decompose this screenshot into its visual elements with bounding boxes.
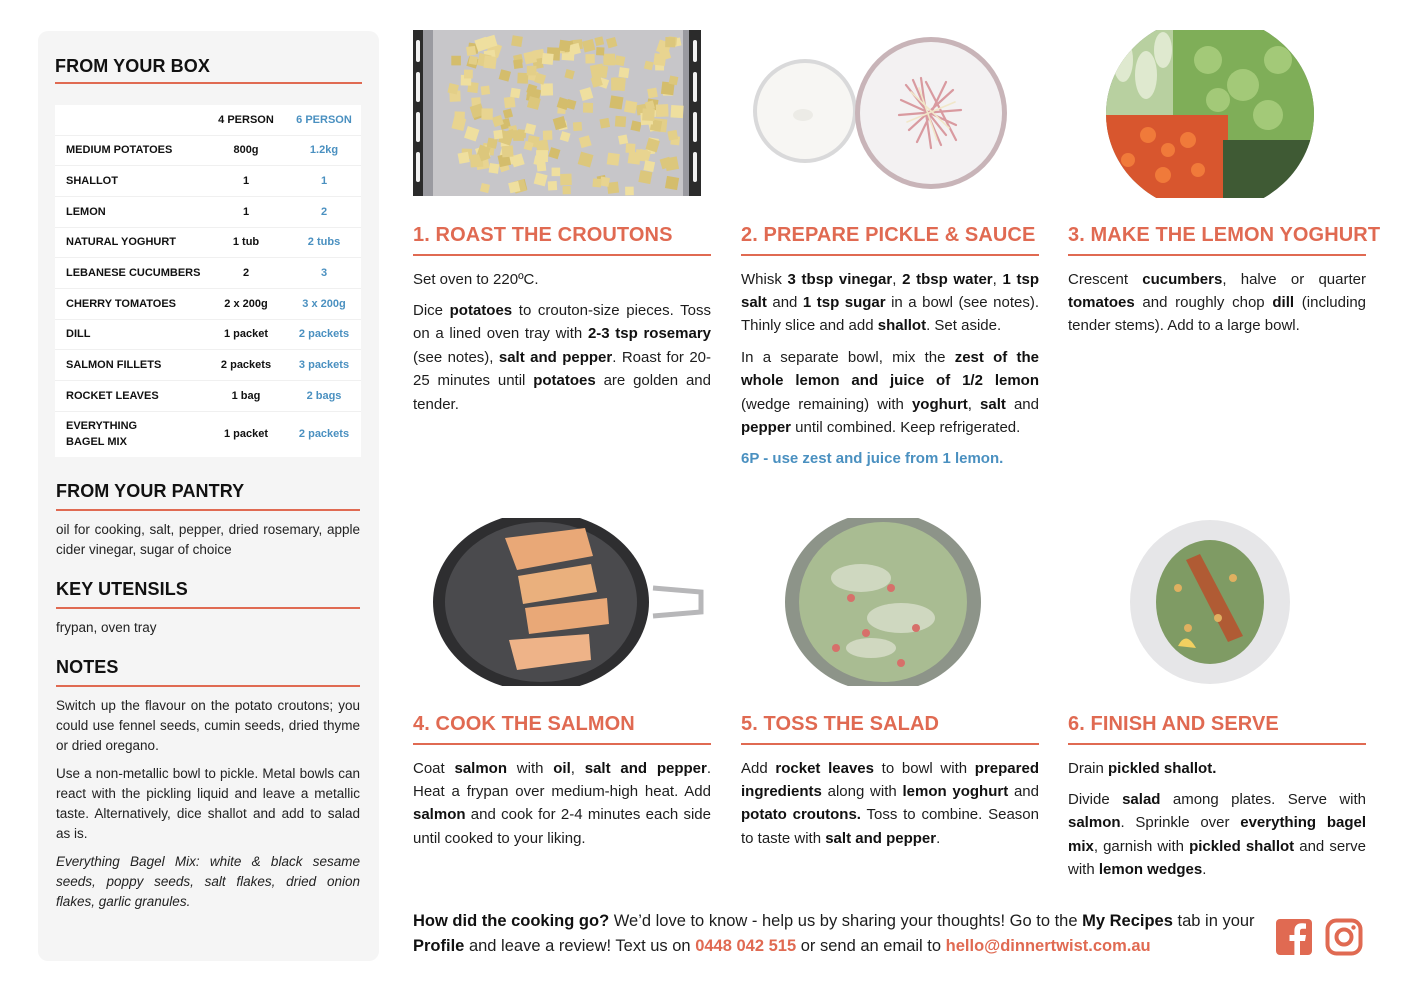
ingredient-emphasis: salmon (413, 806, 466, 824)
ingredient-name: DILL (55, 319, 205, 350)
step-text (1068, 268, 1366, 338)
note-paragraph: Switch up the flavour on the potato croutons; you could use fennel seeds, cumin seeds, dried thyme or dried oregano. (56, 697, 360, 753)
text-run: among plates. Serve with (1160, 790, 1366, 808)
instagram-icon[interactable] (1325, 918, 1363, 956)
text-run: until combined. Keep refrigerated. (791, 418, 1021, 436)
ingredient-emphasis: rocket leaves (775, 759, 874, 777)
text-run: Divide (1068, 790, 1123, 808)
profile-link[interactable]: Profile (413, 937, 465, 955)
step-text (413, 268, 711, 416)
utensils-text: frypan, oven tray (56, 619, 157, 635)
step-6-image (1068, 518, 1366, 686)
note-paragraph: Use a non-metallic bowl to pickle. Metal bowls can react with the pickling liquid and leave a metallic taste. Alternatively, dice shallot and add to salad as is. (56, 765, 360, 841)
step-paragraph (1068, 757, 1366, 780)
text-run: . Sprinkle over (1120, 814, 1241, 832)
six-person-note: 6P - use zest and juice from 1 lemon. (741, 450, 1004, 468)
pantry-text: oil for cooking, salt, pepper, dried rosemary, apple cider vinegar, sugar of choice (56, 521, 360, 557)
ingredient-name: MEDIUM POTATOES (55, 135, 205, 166)
text-run: and (1008, 782, 1039, 800)
potato-cube (625, 187, 634, 196)
ingredient-emphasis: pepper (741, 418, 792, 436)
potato-cube (647, 88, 658, 99)
text-run: In a separate bowl, mix the (741, 348, 955, 366)
potato-cube (517, 73, 528, 84)
text-run: . (1202, 861, 1207, 879)
table-row (55, 288, 361, 319)
divider (413, 743, 711, 745)
quantity-4-person: 2 packets (205, 350, 287, 381)
quantity-6-person: 3 x 200g (287, 288, 361, 319)
text-run: Drain (1068, 759, 1109, 777)
text-run: , (992, 270, 1003, 288)
text-run: . Heat a frypan over medium-high heat. Add (413, 759, 712, 800)
from-your-box-title: FROM YOUR BOX (55, 56, 210, 76)
ingredient-emphasis: 1 tsp salt (741, 270, 1039, 311)
potato-cube (559, 40, 571, 52)
potato-cube (653, 53, 666, 66)
ingredient-emphasis: shallot (877, 317, 927, 335)
quantity-6-person: 2 packets (298, 428, 350, 441)
step-paragraph (1068, 788, 1366, 882)
potato-cube (489, 163, 500, 174)
column-header-ingredient (55, 105, 205, 135)
ingredient-emphasis: salt and pepper (584, 759, 707, 777)
divider (56, 509, 360, 511)
potato-cube (669, 75, 679, 85)
quantity-4-person: 1 (205, 166, 287, 197)
text-run: to crouton-size pieces. Toss on a lined oven tray with (413, 301, 711, 343)
tossed-salad (799, 522, 967, 682)
potato-cube (665, 176, 679, 190)
potato-cube (664, 156, 679, 171)
quantity-6-person: 2 bags (287, 381, 361, 412)
ingredient-emphasis: salt (980, 395, 1006, 413)
quantity-4-person: 1 (205, 196, 287, 227)
utensils-section (56, 579, 360, 638)
ingredient-emphasis: salt and pepper (498, 348, 613, 366)
step-title: 3. MAKE THE LEMON YOGHURT (1068, 224, 1381, 246)
potato-cube (458, 152, 470, 164)
potato-cube (628, 151, 641, 164)
potato-cube (638, 170, 652, 184)
step-title: 5. TOSS THE SALAD (741, 713, 940, 735)
feedback-footer (413, 909, 1263, 959)
potato-cube (562, 186, 570, 194)
step-4-image (413, 518, 711, 686)
potato-cube (656, 104, 669, 117)
text-run: Add (741, 759, 776, 777)
potato-cube (548, 181, 557, 190)
ingredient-emphasis: lemon wedges (1098, 861, 1203, 879)
potato-cube (573, 122, 582, 131)
ingredient-name: SALMON FILLETS (55, 350, 205, 381)
potato-cube (502, 145, 514, 157)
potato-cube (614, 55, 625, 66)
ingredient-emphasis: tomatoes (1068, 293, 1135, 311)
ingredient-name: CHERRY TOMATOES (55, 288, 205, 319)
feedback-question: How did the cooking go? (413, 912, 610, 930)
ingredient-emphasis: pickled shallot (1189, 837, 1295, 855)
ingredient-name: EVERYTHING BAGEL MIX (66, 420, 138, 449)
potato-cube (511, 35, 523, 47)
potato-cube (541, 83, 553, 95)
potato-cube (642, 108, 655, 121)
potato-cube (611, 77, 624, 90)
notes-section (56, 657, 360, 912)
text-run: and serve with (1068, 837, 1366, 879)
potato-cube (483, 56, 496, 69)
footer-text: or send an email to (796, 937, 946, 955)
phone-link[interactable]: 0448 042 515 (695, 937, 797, 955)
step-1 (413, 224, 711, 416)
step-title: 1. ROAST THE CROUTONS (413, 224, 673, 246)
table-row (55, 381, 361, 412)
step-paragraph (413, 299, 711, 416)
potato-cube (615, 116, 626, 127)
text-run: (see notes), (413, 348, 499, 366)
ingredient-emphasis: salmon (1068, 814, 1121, 832)
ingredient-emphasis: salad (1122, 790, 1161, 808)
ingredient-emphasis: everything bagel mix (1068, 814, 1366, 855)
potato-cube (671, 105, 684, 118)
step-5 (741, 713, 1039, 850)
text-run: , (967, 395, 981, 413)
footer-text: We’d love to know - help us by sharing your thoughts! Go to the (609, 912, 1083, 930)
divider (55, 82, 362, 84)
pantry-section (56, 481, 360, 560)
potato-cube (607, 153, 620, 166)
ingredient-name: SHALLOT (55, 166, 205, 197)
potato-cube (481, 86, 491, 96)
text-run: and cook for 2-4 minutes each side until cooked to your liking. (413, 806, 711, 847)
quantity-4-person: 1 packet (205, 319, 287, 350)
table-row (55, 196, 361, 227)
note-paragraph: Everything Bagel Mix: white & black sesame seeds, poppy seeds, salt flakes, dried onion flakes, garlic granules. (56, 853, 360, 909)
ingredient-name: NATURAL YOGHURT (55, 227, 205, 258)
cherry-tomatoes (1098, 115, 1228, 198)
potato-cube (643, 160, 655, 172)
step-title: 6. FINISH AND SERVE (1068, 713, 1279, 735)
text-run: . Roast for 20-25 minutes until (413, 348, 712, 390)
step-paragraph (1068, 268, 1366, 338)
potato-cube (510, 88, 521, 99)
table-header-row (55, 105, 361, 135)
ingredient-emphasis: cucumbers (1142, 270, 1223, 288)
potato-cube (609, 95, 623, 109)
text-run: along with (821, 782, 903, 800)
footer-text: tab in your (1172, 912, 1255, 930)
quantity-6-person: 3 packets (287, 350, 361, 381)
potato-cube (599, 118, 610, 129)
potato-cube (552, 168, 561, 177)
step-text (741, 757, 1039, 851)
text-run: and roughly chop (1134, 293, 1273, 311)
column-header-4-person: 4 PERSON (205, 105, 287, 135)
potato-cube (513, 59, 523, 69)
text-run: and (766, 293, 803, 311)
text-run: are golden and tender. (413, 372, 711, 413)
step-5-image (741, 518, 1039, 686)
potato-cube (560, 174, 572, 186)
ingredient-emphasis: potato croutons. (741, 806, 861, 824)
step-6 (1068, 713, 1366, 882)
potato-cube (481, 108, 492, 119)
text-run: , (892, 270, 903, 288)
quantity-4-person: 2 x 200g (205, 288, 287, 319)
ingredient-emphasis: 3 tbsp vinegar (787, 270, 893, 288)
text-run: with (507, 759, 554, 777)
potato-cube (585, 54, 594, 63)
text-run: , garnish with (1093, 837, 1190, 855)
ingredient-emphasis: potatoes (449, 301, 513, 319)
text-run: Set oven to 220ºC. (413, 270, 539, 288)
potato-cube (592, 178, 601, 187)
potato-cube (454, 111, 465, 122)
table-row (55, 350, 361, 381)
potato-cube (590, 64, 605, 79)
step-text (1068, 757, 1366, 882)
potato-cube (618, 67, 629, 78)
quantity-4-person: 1 bag (205, 381, 287, 412)
potato-cube (596, 47, 604, 55)
pan-handle (653, 588, 701, 616)
text-run: Toss to combine. Season to taste with (741, 806, 1039, 847)
potato-cube (618, 134, 628, 144)
ingredient-emphasis: prepared ingredients (741, 759, 1039, 800)
ingredient-name: LEMON (55, 196, 205, 227)
potato-cube (542, 53, 554, 65)
table-row (55, 135, 361, 166)
divider (1068, 743, 1366, 745)
text-run: Whisk (741, 270, 788, 288)
ingredient-emphasis: lemon yoghurt (902, 782, 1009, 800)
step-paragraph (413, 268, 711, 291)
ingredient-emphasis: potatoes (533, 372, 596, 390)
text-run: Dice (413, 301, 450, 319)
potato-cube (665, 37, 675, 47)
quantity-6-person: 3 (287, 258, 361, 289)
step-paragraph (741, 757, 1039, 851)
divider (1068, 254, 1366, 256)
potato-cube (533, 155, 543, 165)
quantity-6-person: 2 (287, 196, 361, 227)
potato-cube (466, 46, 476, 56)
table-row (55, 258, 361, 289)
potato-cube (630, 120, 641, 131)
quantity-4-person: 1 tub (205, 227, 287, 258)
potato-cube (624, 100, 637, 113)
potato-cube (583, 103, 593, 113)
potato-cube (469, 56, 478, 65)
ingredient-emphasis: salt and pepper (825, 829, 937, 847)
ingredient-name: LEBANESE CUCUMBERS (55, 258, 205, 289)
step-3-image (1068, 30, 1366, 198)
text-run: (wedge remaining) with (741, 395, 912, 413)
column-header-6-person: 6 PERSON (287, 105, 361, 135)
potato-cube (504, 97, 516, 109)
quantity-4-person: 800g (205, 135, 287, 166)
potato-cube (464, 70, 473, 79)
table-row (55, 227, 361, 258)
step-title: 4. COOK THE SALMON (413, 713, 635, 735)
step-3 (1068, 224, 1381, 338)
text-run: (including tender stems). Add to a large bowl. (1068, 293, 1367, 335)
ingredient-emphasis: oil (553, 759, 571, 777)
ingredient-emphasis: zest of the whole lemon and juice of 1/2 lemon (741, 348, 1039, 390)
quantity-6-person: 1.2kg (287, 135, 361, 166)
potato-cube (487, 138, 498, 149)
facebook-icon[interactable] (1275, 918, 1313, 956)
divider (741, 743, 1039, 745)
step-4 (413, 713, 711, 850)
email-link[interactable]: hello@dinnertwist.com.au (945, 937, 1151, 955)
text-run: Crescent (1068, 270, 1143, 288)
text-run: . Set aside. (926, 317, 1002, 335)
step-paragraph (741, 268, 1039, 338)
ingredient-emphasis: 2-3 tsp rosemary (587, 325, 711, 343)
potato-cube (451, 56, 461, 66)
table-row (55, 319, 361, 350)
sidebar (38, 31, 379, 961)
divider (56, 607, 360, 609)
ingredient-emphasis: 2 tbsp water (902, 270, 993, 288)
step-2 (741, 224, 1039, 471)
ingredient-emphasis: dill (1272, 293, 1295, 311)
text-run: . (936, 829, 941, 847)
step-title: 2. PREPARE PICKLE & SAUCE (741, 224, 1036, 246)
text-run: and (1005, 395, 1039, 413)
divider (413, 254, 711, 256)
ingredient-name: ROCKET LEAVES (55, 381, 205, 412)
text-run: Coat (413, 759, 455, 777)
dill (1223, 140, 1333, 198)
ingredients-table-body (55, 135, 361, 457)
potato-cube (527, 66, 537, 76)
text-run: , halve or quarter (1222, 270, 1366, 288)
pantry-title: FROM YOUR PANTRY (56, 481, 245, 501)
divider (741, 254, 1039, 256)
ingredients-table (55, 105, 361, 457)
footer-text: and leave a review! Text us on (464, 937, 696, 955)
quantity-4-person: 2 (205, 258, 287, 289)
step-paragraph (741, 346, 1039, 440)
potato-cube (667, 130, 678, 141)
ingredient-emphasis: yoghurt (911, 395, 968, 413)
utensils-title: KEY UTENSILS (56, 579, 188, 599)
my-recipes-link[interactable]: My Recipes (1082, 912, 1173, 930)
text-run: in a bowl (see notes). Thinly slice and add (741, 293, 1039, 335)
potato-cube (493, 130, 503, 140)
quantity-6-person: 2 packets (287, 319, 361, 350)
notes-title: NOTES (56, 657, 119, 677)
table-row (55, 411, 361, 457)
divider (56, 685, 360, 687)
ingredient-emphasis: salmon (454, 759, 507, 777)
potato-cube (603, 54, 615, 66)
step-paragraph (413, 757, 711, 851)
potato-cube (543, 130, 553, 140)
quantity-6-person: 2 tubs (287, 227, 361, 258)
ingredient-emphasis: 1 tsp sugar (802, 293, 886, 311)
step-1-image (413, 30, 711, 198)
quantity-4-person: 1 packet (223, 428, 269, 441)
table-row (55, 166, 361, 197)
quantity-6-person: 1 (287, 166, 361, 197)
ingredient-emphasis: pickled shallot. (1108, 759, 1217, 777)
text-run: to bowl with (873, 759, 975, 777)
step-text (413, 757, 711, 851)
text-run: , (570, 759, 585, 777)
step-2-image (741, 30, 1039, 198)
step-text (741, 268, 1039, 471)
